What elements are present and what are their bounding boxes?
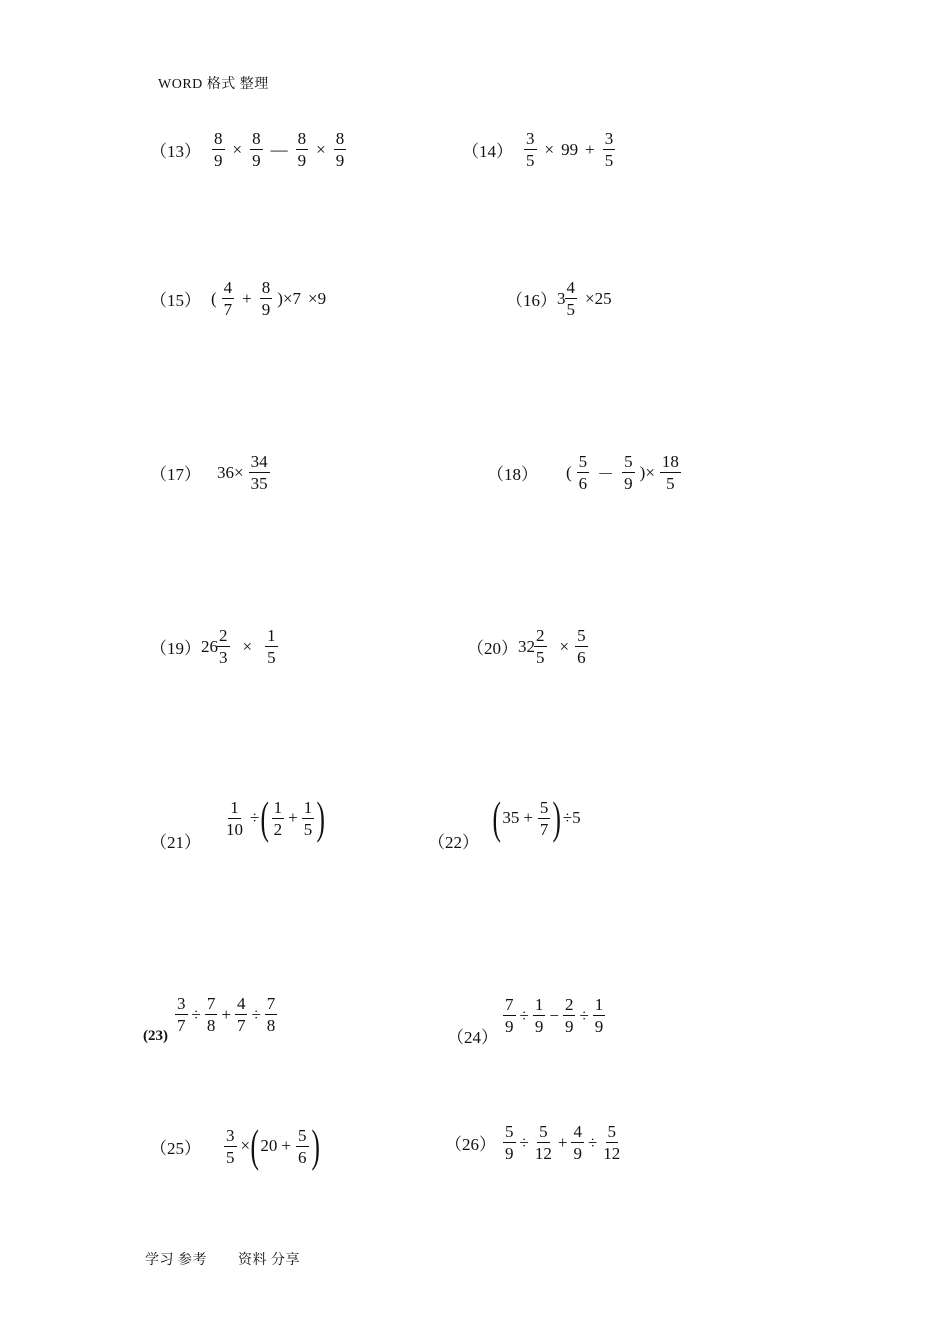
problem-26 xyxy=(445,1123,625,1162)
big-left-paren: ( xyxy=(492,792,501,843)
fraction xyxy=(296,130,309,169)
problem-23 xyxy=(143,994,280,1044)
numerator: 2 xyxy=(219,626,228,645)
denominator: 2 xyxy=(273,819,283,839)
whole-number: 26 xyxy=(201,636,218,656)
big-right-paren: ) xyxy=(316,792,326,843)
operator: × xyxy=(240,1136,251,1155)
fraction xyxy=(250,130,263,169)
right-paren: )× xyxy=(639,462,655,482)
numerator: 18 xyxy=(661,452,679,471)
operator: + xyxy=(557,1132,568,1152)
operator: ÷ xyxy=(519,1132,529,1152)
numerator: 7 xyxy=(206,994,216,1013)
fraction xyxy=(260,279,273,318)
operator: ÷ xyxy=(519,1005,529,1025)
problem-label: （17） xyxy=(150,465,201,484)
operator: + xyxy=(585,139,595,159)
fraction xyxy=(302,799,315,838)
operator: + xyxy=(221,1004,231,1024)
denominator: 5 xyxy=(566,300,575,319)
operator: ÷ xyxy=(251,1004,261,1024)
numerator: 3 xyxy=(526,129,535,148)
fraction xyxy=(224,799,245,838)
problem-22 xyxy=(428,792,583,852)
denominator: 5 xyxy=(303,819,313,839)
problem-15 xyxy=(150,279,331,318)
problem-label: （18） xyxy=(487,465,538,484)
denominator: 5 xyxy=(226,1147,235,1167)
numerator: 3 xyxy=(177,994,186,1013)
denominator: 10 xyxy=(226,819,243,839)
fraction xyxy=(175,995,188,1034)
page-header: WORD 格式 整理 xyxy=(158,77,269,92)
numerator: 3 xyxy=(226,1125,235,1145)
numerator: 1 xyxy=(534,995,544,1014)
fraction xyxy=(660,453,681,492)
fraction xyxy=(622,453,635,492)
fraction xyxy=(533,996,546,1035)
number: 99 xyxy=(561,139,579,159)
denominator: 8 xyxy=(206,1016,216,1035)
numerator: 1 xyxy=(230,797,239,817)
denominator: 6 xyxy=(577,648,586,667)
fraction xyxy=(577,453,590,492)
denominator: 9 xyxy=(505,1017,514,1036)
fraction xyxy=(565,279,578,318)
problem-19 xyxy=(150,627,281,666)
denominator: 3 xyxy=(219,648,228,667)
operator: × xyxy=(232,139,243,159)
problem-label: （25） xyxy=(150,1138,201,1158)
problem-label: (23) xyxy=(143,1028,168,1044)
denominator: 8 xyxy=(266,1016,276,1035)
operator: ÷ xyxy=(250,808,260,827)
operator: ÷ xyxy=(587,1132,598,1152)
fraction xyxy=(224,1127,237,1166)
fraction xyxy=(563,996,576,1035)
whole-number: 3 xyxy=(557,288,566,308)
denominator: 7 xyxy=(177,1016,186,1035)
right-paren: )×7 xyxy=(277,288,302,308)
problem-18 xyxy=(487,453,684,492)
numerator: 1 xyxy=(273,797,283,817)
denominator: 6 xyxy=(298,1147,307,1167)
left-paren: ( xyxy=(211,288,217,308)
numerator: 7 xyxy=(266,994,276,1013)
problem-label: （26） xyxy=(445,1135,496,1154)
fraction xyxy=(265,627,278,666)
big-right-paren: ) xyxy=(552,792,562,843)
operator: ÷ xyxy=(191,1004,201,1024)
denominator: 9 xyxy=(214,151,223,170)
fraction xyxy=(503,1123,516,1162)
whole-number: 32 xyxy=(518,636,535,656)
numerator: 8 xyxy=(335,129,345,148)
fraction xyxy=(533,1123,554,1162)
problem-label: （22） xyxy=(428,832,479,852)
numerator: 7 xyxy=(505,995,514,1014)
denominator: 9 xyxy=(564,1017,574,1036)
problem-17 xyxy=(150,453,273,492)
numerator: 4 xyxy=(223,278,233,297)
fraction xyxy=(571,1123,584,1162)
number: 36× xyxy=(217,462,244,482)
problem-label: （21） xyxy=(150,832,201,852)
page-footer-left: 学习 参考 xyxy=(145,1253,207,1268)
big-left-paren: ( xyxy=(250,1120,259,1171)
numerator: 8 xyxy=(214,129,223,148)
left-paren: ( xyxy=(566,462,572,482)
fraction xyxy=(249,453,270,492)
numerator: 4 xyxy=(566,278,575,297)
numerator: 2 xyxy=(536,626,545,645)
operator: + xyxy=(242,288,252,308)
operator: ÷5 xyxy=(562,808,581,827)
denominator: 6 xyxy=(578,474,588,493)
numerator: 5 xyxy=(539,797,549,817)
denominator: 9 xyxy=(335,151,345,170)
operator: × xyxy=(544,139,555,159)
operator: ÷ xyxy=(579,1005,589,1025)
numerator: 3 xyxy=(604,129,614,148)
operator: − xyxy=(549,1005,559,1025)
problem-label: （14） xyxy=(462,142,513,161)
numerator: 1 xyxy=(267,626,276,645)
denominator: 9 xyxy=(594,1017,604,1036)
numerator: 5 xyxy=(577,626,586,645)
fraction xyxy=(222,279,235,318)
denominator: 9 xyxy=(252,151,261,170)
fraction xyxy=(265,995,278,1034)
numerator: 5 xyxy=(539,1122,548,1141)
operator: ×9 xyxy=(308,288,327,308)
denominator: 9 xyxy=(505,1144,514,1163)
denominator: 9 xyxy=(573,1144,582,1163)
operator: + xyxy=(288,808,298,827)
numerator: 4 xyxy=(573,1122,582,1141)
denominator: 5 xyxy=(526,151,535,170)
fraction xyxy=(534,627,547,666)
fraction xyxy=(603,130,616,169)
fraction xyxy=(235,995,248,1034)
numerator: 1 xyxy=(594,995,604,1014)
operator: + xyxy=(281,1136,292,1155)
problem-label: （24） xyxy=(447,1028,498,1047)
fraction xyxy=(296,1127,309,1166)
fraction xyxy=(334,130,347,169)
numerator: 1 xyxy=(303,797,313,817)
problem-24 xyxy=(447,995,608,1047)
numerator: 5 xyxy=(624,452,633,471)
denominator: 9 xyxy=(261,300,271,319)
problem-label: （15） xyxy=(150,291,201,310)
fraction xyxy=(272,799,285,838)
fraction xyxy=(524,130,537,169)
fraction xyxy=(538,799,551,838)
denominator: 5 xyxy=(666,474,675,493)
problem-label: （16） xyxy=(506,291,557,310)
denominator: 7 xyxy=(223,300,233,319)
problem-16 xyxy=(506,279,617,318)
problem-14 xyxy=(462,130,618,169)
numerator: 5 xyxy=(578,452,588,471)
fraction xyxy=(212,130,225,169)
fraction xyxy=(593,996,606,1035)
fraction xyxy=(205,995,218,1034)
number: 35 xyxy=(502,808,520,827)
numerator: 8 xyxy=(261,278,271,297)
operator: — xyxy=(270,139,288,159)
problem-label: （13） xyxy=(150,142,201,161)
operator: － xyxy=(597,465,615,484)
page-footer-right: 资料 分享 xyxy=(238,1253,300,1268)
fraction xyxy=(601,1123,622,1162)
denominator: 5 xyxy=(604,151,614,170)
numerator: 5 xyxy=(505,1122,514,1141)
problem-21 xyxy=(150,792,326,852)
denominator: 7 xyxy=(539,819,549,839)
numerator: 4 xyxy=(236,994,246,1013)
fraction xyxy=(575,627,588,666)
denominator: 35 xyxy=(250,474,268,493)
fraction xyxy=(217,627,230,666)
problem-20 xyxy=(467,627,591,666)
denominator: 9 xyxy=(297,151,307,170)
denominator: 5 xyxy=(536,648,545,667)
fraction xyxy=(503,996,516,1035)
problem-25 xyxy=(150,1120,320,1171)
numerator: 34 xyxy=(250,452,268,471)
numerator: 2 xyxy=(564,995,574,1014)
operator: × xyxy=(316,139,326,159)
operator: ×25 xyxy=(585,288,612,308)
denominator: 9 xyxy=(534,1017,544,1036)
numerator: 8 xyxy=(297,129,307,148)
denominator: 7 xyxy=(236,1016,246,1035)
denominator: 12 xyxy=(534,1144,552,1163)
operator: × xyxy=(242,636,253,656)
problem-13 xyxy=(150,130,349,169)
operator: × xyxy=(559,636,570,656)
numerator: 5 xyxy=(607,1122,617,1141)
number: 20 xyxy=(260,1136,278,1155)
problem-label: （19） xyxy=(150,639,201,658)
problem-label: （20） xyxy=(467,639,518,658)
denominator: 12 xyxy=(603,1144,621,1163)
numerator: 8 xyxy=(252,129,261,148)
denominator: 5 xyxy=(267,648,276,667)
operator: + xyxy=(523,808,533,827)
denominator: 9 xyxy=(624,474,633,493)
numerator: 5 xyxy=(298,1125,307,1145)
big-left-paren: ( xyxy=(260,792,270,843)
big-right-paren: ) xyxy=(310,1120,320,1171)
